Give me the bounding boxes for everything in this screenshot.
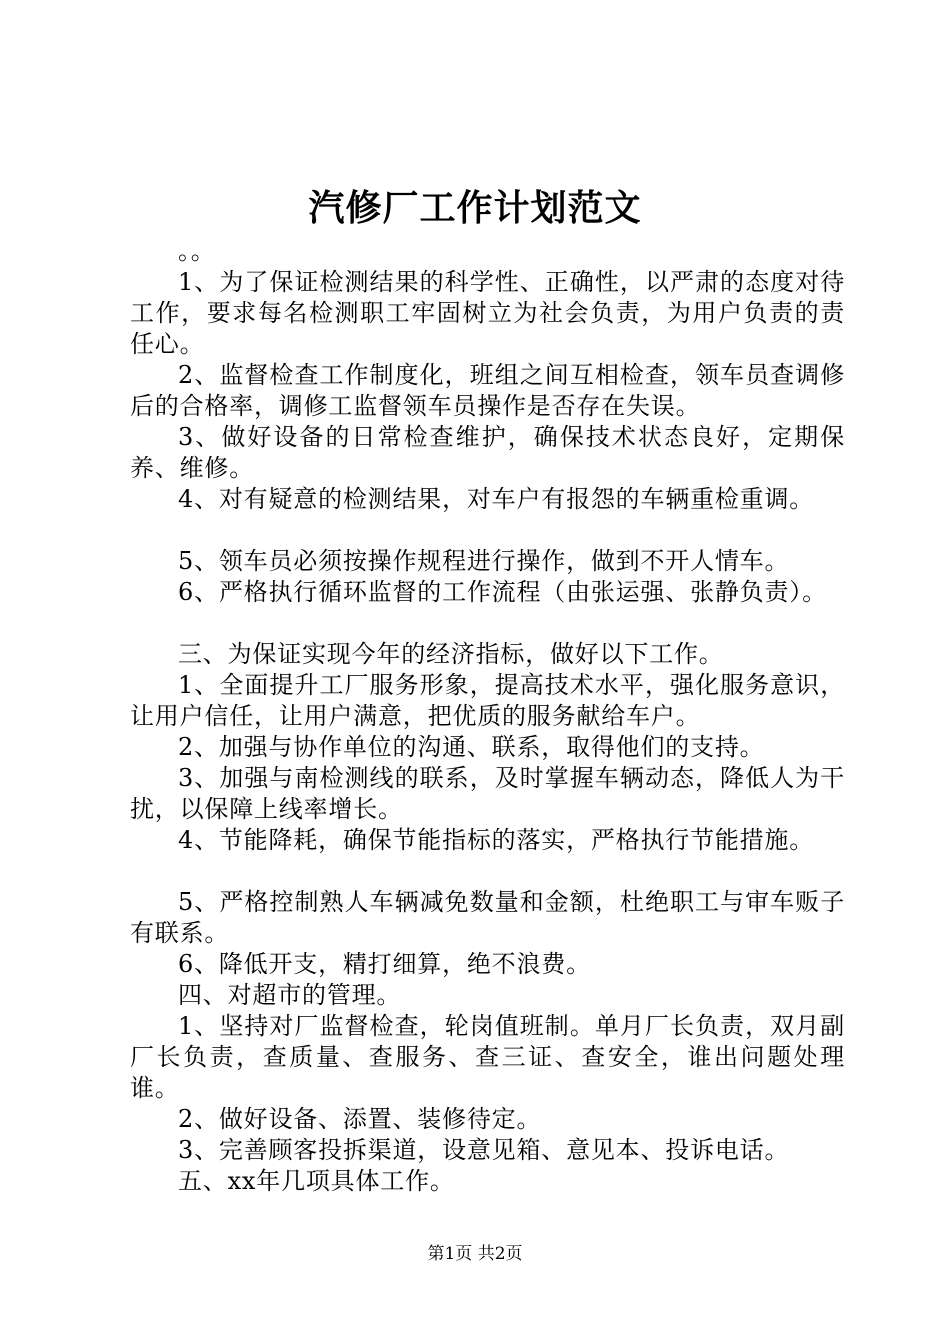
paragraph: 4、对有疑意的检测结果，对车户有报怨的车辆重检重调。 <box>178 485 815 513</box>
section-heading: 四、对超市的管理。 <box>178 981 402 1009</box>
paragraph: 1、为了保证检测结果的科学性、正确性，以严肃的态度对待工作，要求每名检测职工牢固树立为社会负责，为用户负责的责任心。 <box>130 268 845 358</box>
document-title: 汽修厂工作计划范文 <box>308 187 642 229</box>
paragraph: 6、严格执行循环监督的工作流程（由张运强、张静负责）。 <box>178 578 827 606</box>
paragraph: 。。 <box>178 237 216 265</box>
paragraph: 3、做好设备的日常检查维护，确保技术状态良好，定期保养、维修。 <box>130 423 845 482</box>
paragraph: 5、领车员必须按操作规程进行操作，做到不开人情车。 <box>178 547 790 575</box>
paragraph: 2、做好设备、添置、装修待定。 <box>178 1105 542 1133</box>
paragraph: 1、坚持对厂监督检查，轮岗值班制。单月厂长负责，双月副厂长负责，查质量、查服务、查三证、查安全，谁出问题处理谁。 <box>130 1012 845 1102</box>
paragraph: 1、全面提升工厂服务形象，提高技术水平，强化服务意识，让用户信任，让用户满意，把优质的服务献给车户。 <box>130 671 845 730</box>
paragraph: 5、严格控制熟人车辆减免数量和金额，杜绝职工与审车贩子有联系。 <box>130 888 845 947</box>
paragraph: 3、加强与南检测线的联系，及时掌握车辆动态，降低人为干扰，以保障上线率增长。 <box>130 764 845 823</box>
paragraph: 2、加强与协作单位的沟通、联系，取得他们的支持。 <box>178 733 765 761</box>
section-heading: 五、xx年几项具体工作。 <box>178 1167 455 1195</box>
paragraph: 4、节能降耗，确保节能指标的落实，严格执行节能措施。 <box>178 826 815 854</box>
paragraph: 6、降低开支，精打细算，绝不浪费。 <box>178 950 591 978</box>
section-heading: 三、为保证实现今年的经济指标，做好以下工作。 <box>178 640 724 668</box>
paragraph: 2、监督检查工作制度化，班组之间互相检查，领车员查调修后的合格率，调修工监督领车员操作是否存在失误。 <box>130 361 845 420</box>
document-body <box>130 236 845 1197</box>
page-number: 第1页 共2页 <box>427 1244 523 1264</box>
paragraph: 3、完善顾客投拆渠道，设意见箱、意见本、投诉电话。 <box>178 1136 790 1164</box>
